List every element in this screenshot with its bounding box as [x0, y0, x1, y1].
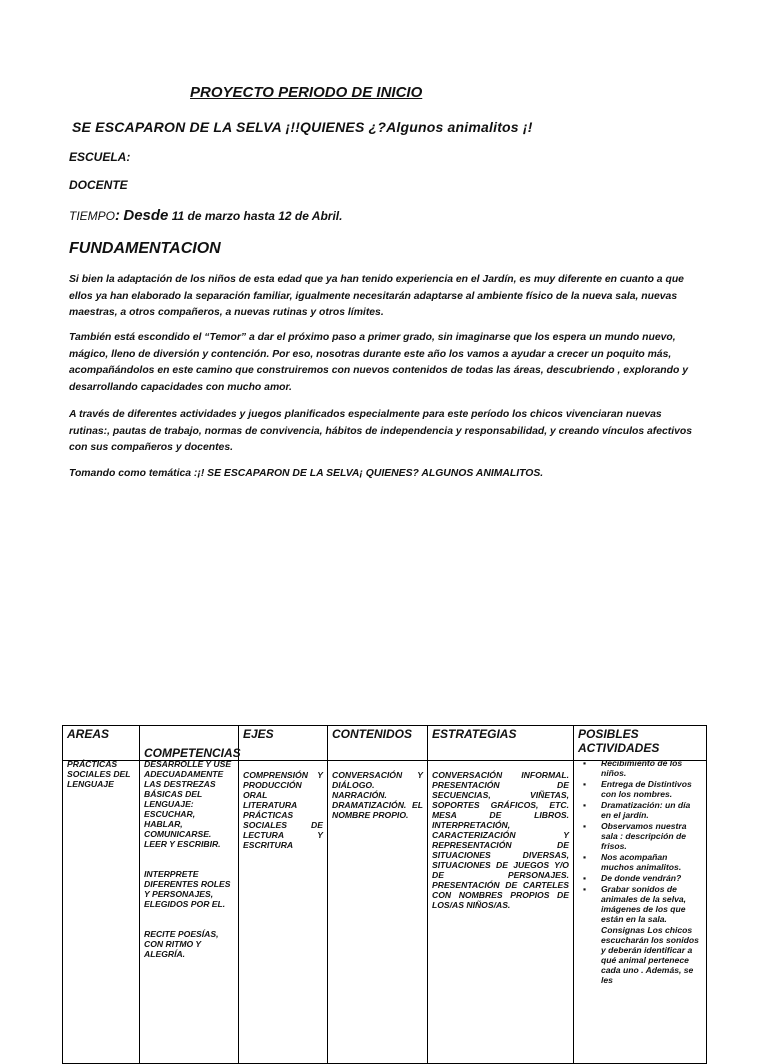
- cell-areas-text: PRÁCTICAS SOCIALES DEL LENGUAJE: [67, 759, 131, 789]
- tiempo-colon: :: [115, 207, 121, 224]
- table-row: [63, 761, 707, 1064]
- cell-areas: [63, 761, 140, 1064]
- cell-ejes-text: COMPRENSIÓN Y PRODUCCIÓN ORAL LITERATURA PRÁCTICAS SOCIALES DE LECTURA Y ESCRITURA: [243, 770, 323, 850]
- list-item: ▪ Observamos nuestra sala : descripción de frisos.: [591, 821, 702, 851]
- project-subtitle: SE ESCAPARON DE LA SELVA ¡!!QUIENES ¿?Algunos animalitos ¡!: [72, 119, 533, 135]
- actividades-list: [578, 758, 702, 985]
- header-actividades-line1: POSIBLES: [578, 727, 639, 741]
- list-item: ▪ De donde vendrán?: [591, 873, 702, 883]
- cell-estrategias: [428, 761, 574, 1064]
- cell-actividades: [574, 758, 707, 1064]
- paragraph-2: [69, 330, 699, 396]
- cell-estrategias-text: CONVERSACIÓN INFORMAL. PRESENTACIÓN DE SECUENCIAS, VIÑETAS, SOPORTES GRÁFICOS, ETC. MESA DE LIBROS. INTERPRETACIÓN, CARACTERIZACIÓN Y REPRESENTACIÓN DE SITUACIONES DIVERSAS, SITUACIONES DE JUEGOS Y/O DE PERSONAJES. PRESENTACIÓN DE CARTELES CON NOMBRES PROPIOS DE LOS/AS NIÑOS/AS.: [432, 770, 569, 910]
- tiempo-line: [69, 207, 342, 224]
- document-title: PROYECTO PERIODO DE INICIO: [190, 84, 423, 101]
- actividades-consignas: Consignas Los chicos escucharán los sonidos y deberán identificar a qué animal pertenece cada uno . Además, se les: [601, 925, 699, 985]
- cell-ejes: [239, 761, 328, 1064]
- header-contenidos: CONTENIDOS: [328, 726, 428, 761]
- header-ejes: EJES: [239, 726, 328, 761]
- paragraph-3-text: A través de diferentes actividades y juegos planificados especialmente para este período los chicos vivenciaran nuevas rutinas:, pautas de trabajo, normas de convivencia, hábitos de independencia y responsabilidad, y creando vínculos afectivos con sus compañeros y docentes.: [69, 409, 693, 453]
- competencia-3: RECITE POESÍAS, CON RITMO Y ALEGRÍA.: [144, 929, 219, 959]
- header-areas: AREAS: [63, 726, 140, 761]
- table-header-row: [63, 726, 707, 761]
- competencia-2: INTERPRETE DIFERENTES ROLES Y PERSONAJES, ELEGIDOS POR EL.: [144, 869, 231, 909]
- list-item: ▪ Grabar sonidos de animales de la selva, imágenes de los que están en la sala.: [591, 884, 702, 924]
- list-item: ▪ Dramatización: un día en el jardín.: [591, 800, 702, 820]
- escuela-label: ESCUELA:: [69, 150, 131, 164]
- list-item: ▪ Nos acompañan muchos animalitos.: [591, 852, 702, 872]
- header-actividades-line2: ACTIVIDADES: [578, 741, 660, 755]
- paragraph-1: [69, 272, 699, 322]
- paragraph-3: [69, 407, 699, 457]
- fundamentacion-heading: FUNDAMENTACION: [69, 240, 221, 257]
- cell-competencias: [140, 761, 239, 1064]
- docente-label: DOCENTE: [69, 178, 128, 192]
- competencia-1: DESARROLLE Y USE ADECUADAMENTE LAS DESTREZAS BÁSICAS DEL LENGUAJE: ESCUCHAR, HABLAR, COMUNICARSE. LEER Y ESCRIBIR.: [144, 759, 232, 849]
- paragraph-2-text: También está escondido el “Temor” a dar el próximo paso a primer grado, sin imaginarse que los espera un mundo nuevo, mágico, lleno de diversión y contención. Por eso, nosotras durante este año los vamos a ayudar a crecer un poquito más, acompañándolos en este camino que construiremos con nuevos contenidos de todas las áreas, descubriendo , explorando y desarrollando capacidades con mucho amor.: [69, 332, 688, 393]
- cell-contenidos-text: CONVERSACIÓN Y DIÁLOGO. NARRACIÓN. DRAMATIZACIÓN. EL NOMBRE PROPIO.: [332, 770, 423, 820]
- paragraph-1-text: Si bien la adaptación de los niños de esta edad que ya han tenido experiencia en el Jardín, es muy diferente en cuanto a que ellos ya han elaborado la separación familiar, igualmente necesitarán adaptarse al ambiente físico de la nueva sala, nuevas maestras, a otros compañeros, a nuevas rutinas y otros límites.: [69, 274, 684, 318]
- tiempo-dates: 11 de marzo hasta 12 de Abril.: [171, 209, 343, 223]
- list-item: ▪ Recibimiento de los niños.: [591, 758, 702, 778]
- list-item: ▪ Entrega de Distintivos con los nombres.: [591, 779, 702, 799]
- cell-contenidos: [328, 761, 428, 1064]
- header-estrategias: ESTRATEGIAS: [428, 726, 574, 761]
- paragraph-4-text: Tomando como temática :¡! SE ESCAPARON DE LA SELVA¡ QUIENES? ALGUNOS ANIMALITOS.: [69, 468, 544, 479]
- header-actividades: [574, 726, 707, 761]
- header-competencias: COMPETENCIAS: [140, 726, 239, 761]
- tiempo-desde: Desde: [123, 207, 169, 224]
- tiempo-label: TIEMPO: [69, 209, 116, 223]
- planning-table: [62, 725, 707, 1064]
- paragraph-4: [69, 466, 699, 483]
